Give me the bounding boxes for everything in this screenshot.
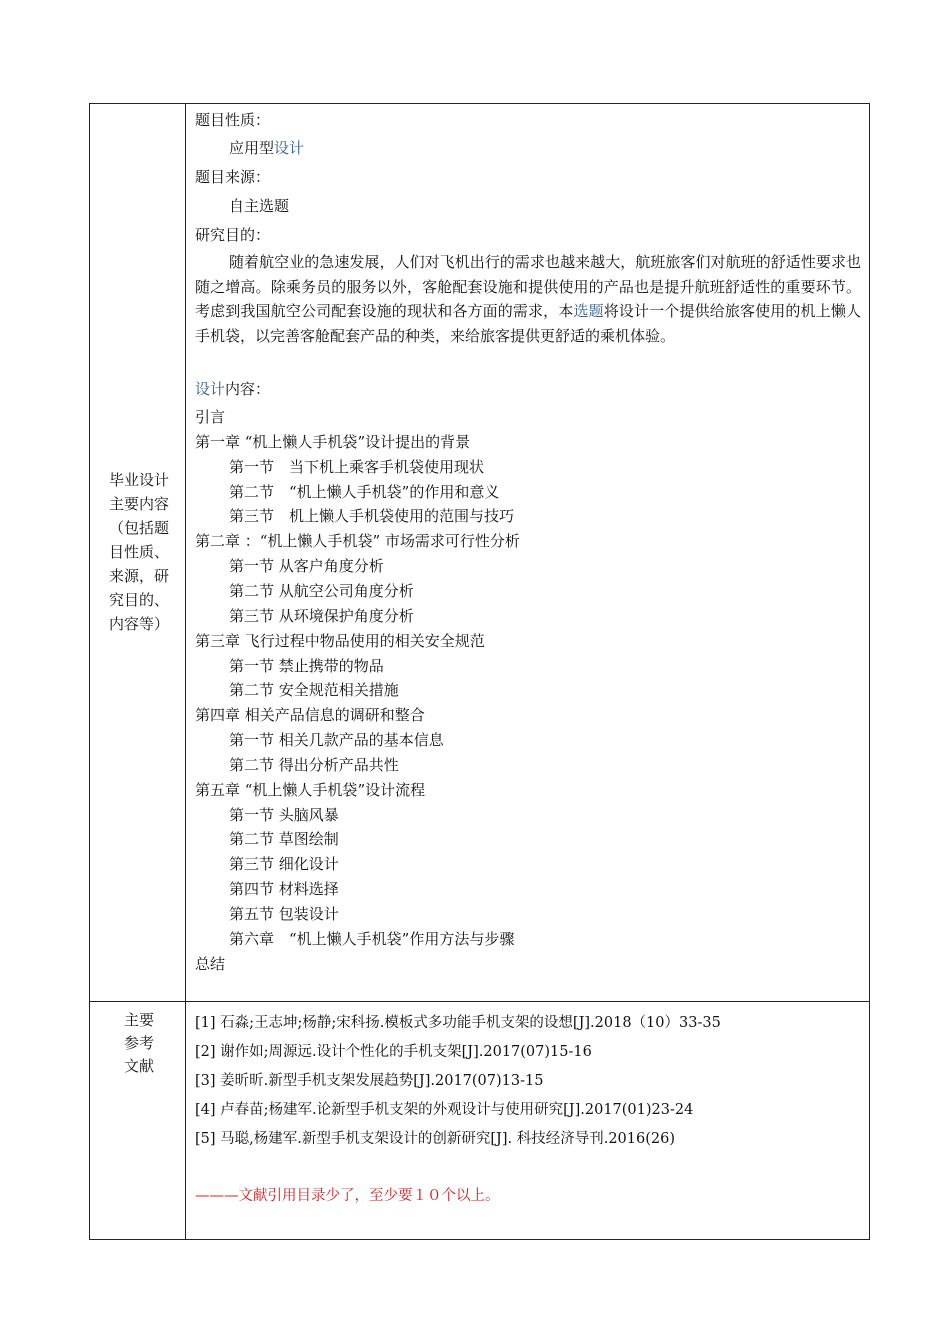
outline-chapter: 第二章 ：“机上懒人手机袋” 市场需求可行性分析 [195,532,520,551]
design-content-text: 内容： [225,380,271,398]
outline-section: 第一节 相关几款产品的基本信息 [229,731,444,750]
reference-item: [4] 卢春苗;杨建军.论新型手机支架的外观设计与使用研究[J].2017(01)23-24 [195,1102,694,1118]
outline-section: 第四节 材料选择 [229,880,339,899]
label-line: 毕业设计 [108,471,169,489]
label-line: 目性质、 [108,543,169,561]
outline-chapter: 第五章 “机上懒人手机袋”设计流程 [195,780,426,799]
reference-item: [3] 姜昕昕.新型手机支架发展趋势[J].2017(07)13-15 [195,1073,544,1089]
topic-source-heading: 题目来源： [195,168,271,186]
review-note: ———文献引用目录少了，至少要１０个以上。 [195,1188,500,1204]
outline-section: 第一节 头脑风暴 [229,805,339,824]
purpose-heading: 研究目的： [195,226,271,244]
label-line: 内容等） [108,615,169,633]
label-line: （包括题 [108,519,169,537]
design-link[interactable]: 设计 [195,380,226,398]
topic-nature-text: 应用型 [229,139,275,157]
outline-chapter: 引言 [195,408,226,426]
outline-section: 第二节 草图绘制 [229,830,339,849]
outline-section: 第二节 “机上懒人手机袋”的作用和意义 [229,482,500,501]
outline-chapter: 第三章 飞行过程中物品使用的相关安全规范 [195,631,485,650]
label-line: 主要内容 [108,495,169,513]
label-line: 来源，研 [108,567,169,585]
reference-item: [1] 石淼;王志坤;杨静;宋科扬.模板式多功能手机支架的设想[J].2018（10）33-35 [195,1015,721,1031]
purpose-text-end: 将设计一个提供给旅客使用的机上懒人手机袋，以完善客舱配套产品的种类，来给旅客提供更舒适的乘机体验。 [195,302,861,345]
label-line: 主要 [123,1011,154,1029]
label-line: 文献 [123,1057,154,1075]
purpose-text: 随着航空业的急速发展，人们对飞机出行的需求也越来越大，航班旅客们对航班的舒适性要求也随之增高。除乘务员的服务以外，客舱配套设施和提供使用的产品也是提升航班舒适性的重要环节。考虑到我国航空公司配套设施的现状和各方面的需求，本 [195,253,861,320]
reference-item: [5] 马聪,杨建军.新型手机支架设计的创新研究[J]. 科技经济导刊.2016(26) [195,1131,675,1147]
topic-nature-value [229,137,304,158]
references-label [100,1009,178,1078]
outline-section: 第二节 得出分析产品共性 [229,755,399,774]
outline-chapter: 第一章 “机上懒人手机袋”设计提出的背景 [195,432,471,451]
main-content-label [100,468,178,636]
topic-nature-heading: 题目性质： [195,111,271,129]
label-line: 究目的、 [108,591,169,609]
label-line: 参考 [123,1034,154,1052]
outline-chapter: 总结 [195,954,226,973]
outline-section: 第三节 从环境保护角度分析 [229,606,414,625]
outline-section: 第三节 细化设计 [229,855,339,874]
report-table [89,103,870,1240]
topic-link[interactable]: 选题 [573,302,604,320]
outline-section: 第三节 机上懒人手机袋使用的范围与技巧 [229,507,515,526]
outline-section: 第一节 禁止携带的物品 [229,656,384,675]
design-content-heading [195,378,270,399]
design-link[interactable]: 设计 [274,139,305,157]
topic-source-value: 自主选题 [229,197,290,215]
outline-section: 第二节 从航空公司角度分析 [229,581,414,600]
outline-section: 第二节 安全规范相关措施 [229,681,399,700]
reference-item: [2] 谢作如;周源远.设计个性化的手机支架[J].2017(07)15-16 [195,1044,592,1060]
purpose-paragraph [195,250,861,348]
outline-section: 第五节 包装设计 [229,905,339,923]
outline-section: 第一节 从客户角度分析 [229,557,384,576]
outline-section: 第六章 “机上懒人手机袋”作用方法与步骤 [229,929,515,948]
column-divider [185,104,186,1239]
row-divider [90,1001,869,1002]
outline-section: 第一节 当下机上乘客手机袋使用现状 [229,457,485,476]
outline-chapter: 第四章 相关产品信息的调研和整合 [195,706,425,725]
